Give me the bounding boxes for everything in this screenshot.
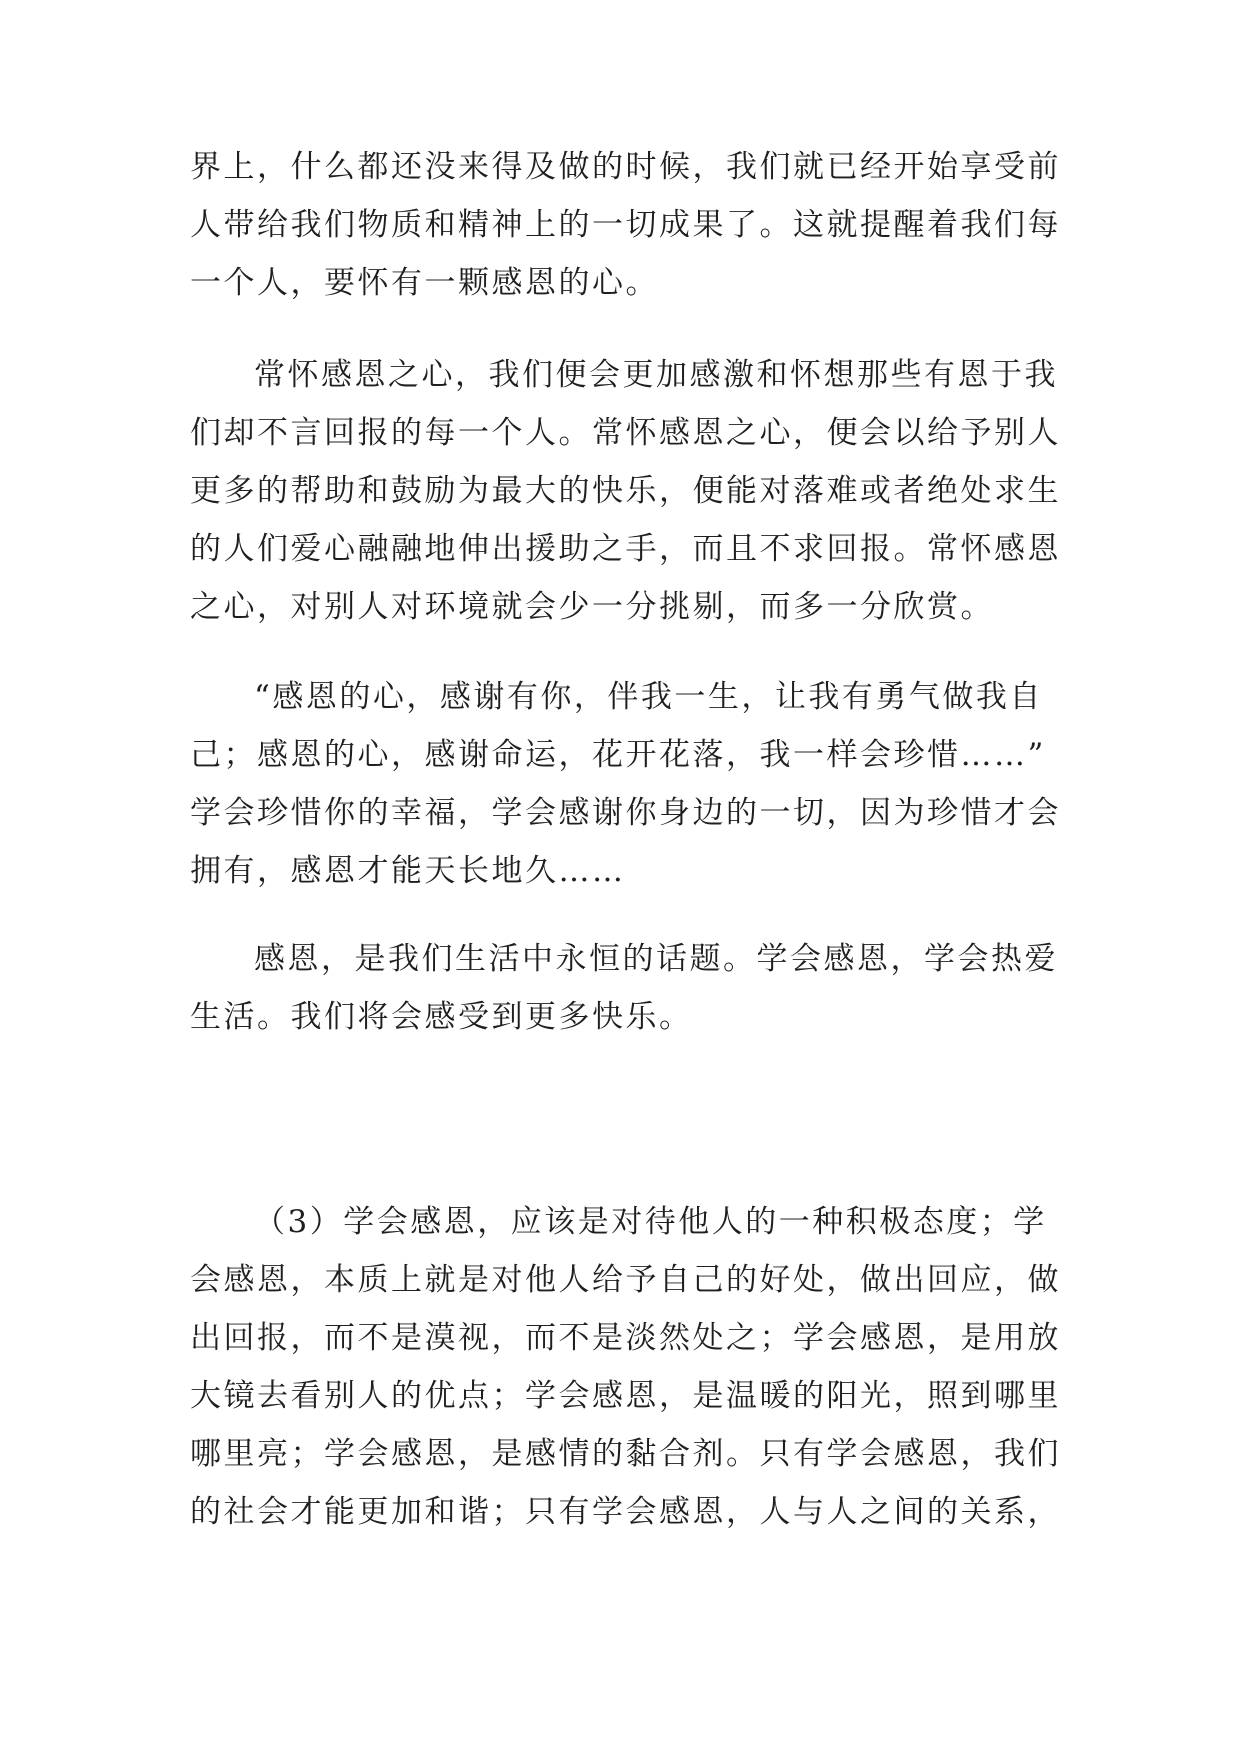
text-line: 感恩，是我们生活中永恒的话题。学会感恩，学会热爱 xyxy=(254,941,1058,977)
text-line: 的社会才能更加和谐；只有学会感恩，人与人之间的关系， xyxy=(190,1494,1061,1530)
text-line: 的人们爱心融融地伸出援助之手，而且不求回报。常怀感恩 xyxy=(190,531,1061,567)
text-line: 出回报，而不是漠视，而不是淡然处之；学会感恩，是用放 xyxy=(190,1320,1061,1356)
text-line: 一个人，要怀有一颗感恩的心。 xyxy=(190,265,659,301)
text-line: 学会珍惜你的幸福，学会感谢你身边的一切，因为珍惜才会 xyxy=(190,795,1061,831)
text-line: “感恩的心，感谢有你，伴我一生，让我有勇气做我自 xyxy=(254,679,1043,715)
paragraph-1 xyxy=(190,138,1060,312)
paragraph-5 xyxy=(190,1193,1060,1541)
text-line: 会感恩，本质上就是对他人给予自己的好处，做出回应，做 xyxy=(190,1262,1061,1298)
text-line: 之心，对别人对环境就会少一分挑剔，而多一分欣赏。 xyxy=(190,589,994,625)
text-line: 更多的帮助和鼓励为最大的快乐，便能对落难或者绝处求生 xyxy=(190,473,1061,509)
text-line: （3）学会感恩，应该是对待他人的一种积极态度；学 xyxy=(254,1204,1047,1240)
text-line: 常怀感恩之心，我们便会更加感激和怀想那些有恩于我 xyxy=(254,357,1058,393)
paragraph-4 xyxy=(190,930,1060,1046)
paragraph-3 xyxy=(190,668,1060,900)
text-line: 界上，什么都还没来得及做的时候，我们就已经开始享受前 xyxy=(190,149,1061,185)
text-line: 生活。我们将会感受到更多快乐。 xyxy=(190,999,693,1035)
paragraph-2 xyxy=(190,346,1060,636)
text-line: 己；感恩的心，感谢命运，花开花落，我一样会珍惜……” xyxy=(190,737,1046,773)
text-line: 哪里亮；学会感恩，是感情的黏合剂。只有学会感恩，我们 xyxy=(190,1436,1061,1472)
text-line: 大镜去看别人的优点；学会感恩，是温暖的阳光，照到哪里 xyxy=(190,1378,1061,1414)
text-line: 们却不言回报的每一个人。常怀感恩之心，便会以给予别人 xyxy=(190,415,1061,451)
text-line: 人带给我们物质和精神上的一切成果了。这就提醒着我们每 xyxy=(190,207,1061,243)
text-line: 拥有，感恩才能天长地久…… xyxy=(190,853,626,889)
